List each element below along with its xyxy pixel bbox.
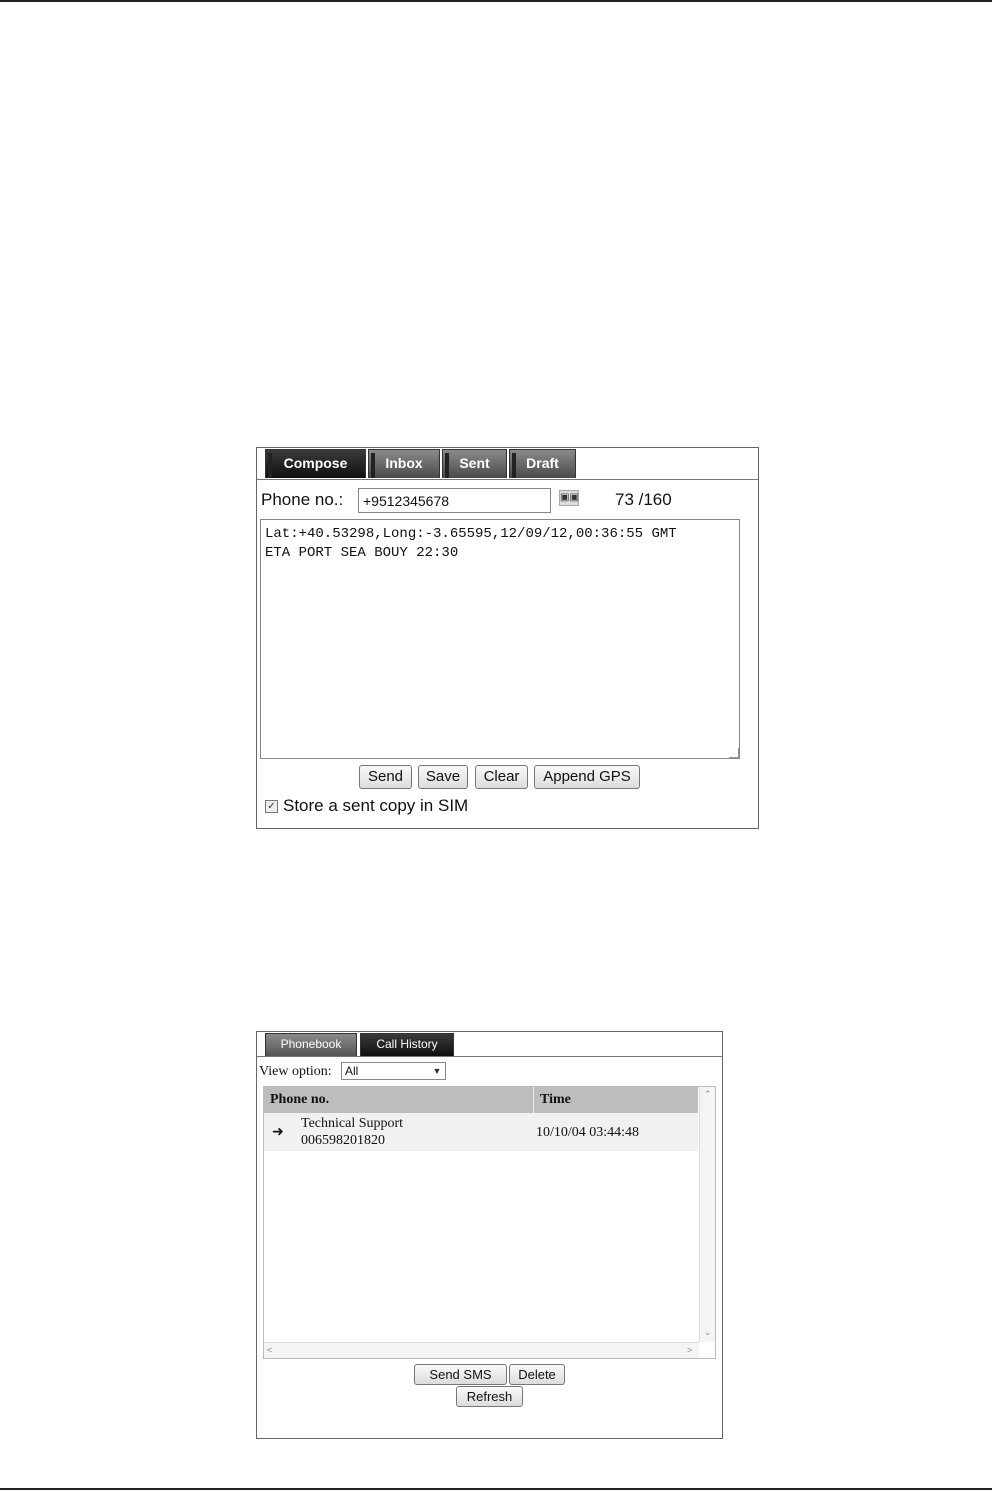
tab-sent[interactable]: Sent xyxy=(442,449,507,478)
tab-inbox[interactable]: Inbox xyxy=(368,449,440,478)
phone-input[interactable] xyxy=(358,488,551,513)
sms-panel xyxy=(256,447,759,829)
tab-draft[interactable]: Draft xyxy=(509,449,576,478)
tab-compose[interactable]: Compose xyxy=(265,449,366,478)
tab-call-history[interactable]: Call History xyxy=(360,1033,454,1056)
top-rule xyxy=(0,0,992,2)
append-gps-button[interactable]: Append GPS xyxy=(534,765,640,789)
sms-tab-bar xyxy=(257,448,758,480)
resize-grip-icon[interactable] xyxy=(729,748,739,758)
column-phone-no[interactable]: Phone no. xyxy=(270,1092,330,1107)
view-option-label: View option: xyxy=(259,1064,332,1079)
horizontal-scrollbar[interactable] xyxy=(264,1342,699,1359)
refresh-button[interactable]: Refresh xyxy=(456,1386,523,1407)
message-textarea[interactable] xyxy=(260,519,740,759)
send-sms-button[interactable]: Send SMS xyxy=(414,1364,507,1385)
scroll-up-icon[interactable]: ⌃ xyxy=(704,1089,712,1099)
delete-button[interactable]: Delete xyxy=(509,1364,565,1385)
phonebook-icon[interactable]: ▣▣ xyxy=(559,490,579,506)
call-history-panel xyxy=(256,1031,723,1439)
contact-number: 006598201820 xyxy=(301,1133,385,1148)
char-counter: 73 /160 xyxy=(615,490,672,509)
table-header xyxy=(264,1087,698,1113)
send-button[interactable]: Send xyxy=(359,765,412,789)
vertical-scrollbar[interactable] xyxy=(699,1087,716,1342)
scroll-down-icon[interactable]: ⌄ xyxy=(704,1327,712,1337)
column-time[interactable]: Time xyxy=(540,1092,571,1107)
column-separator xyxy=(533,1087,534,1113)
call-time: 10/10/04 03:44:48 xyxy=(536,1125,640,1140)
contact-name: Technical Support xyxy=(301,1116,404,1131)
chevron-down-icon[interactable]: ▼ xyxy=(432,1066,442,1076)
bottom-rule xyxy=(0,1488,992,1490)
view-option-select[interactable] xyxy=(341,1062,446,1080)
scroll-left-icon[interactable]: < xyxy=(267,1345,273,1355)
call-history-table xyxy=(263,1086,716,1359)
view-option-value: All xyxy=(345,1064,359,1078)
clear-button[interactable]: Clear xyxy=(475,765,528,789)
phone-label: Phone no.: xyxy=(261,490,344,509)
table-row[interactable] xyxy=(264,1113,698,1151)
store-copy-checkbox[interactable]: ✓ xyxy=(265,800,278,813)
call-tab-bar xyxy=(257,1032,722,1057)
store-copy-label: Store a sent copy in SIM xyxy=(283,796,469,815)
tab-phonebook[interactable]: Phonebook xyxy=(265,1033,357,1056)
outgoing-call-icon: ➜ xyxy=(272,1125,284,1140)
scroll-right-icon[interactable]: > xyxy=(687,1345,693,1355)
save-button[interactable]: Save xyxy=(418,765,468,789)
